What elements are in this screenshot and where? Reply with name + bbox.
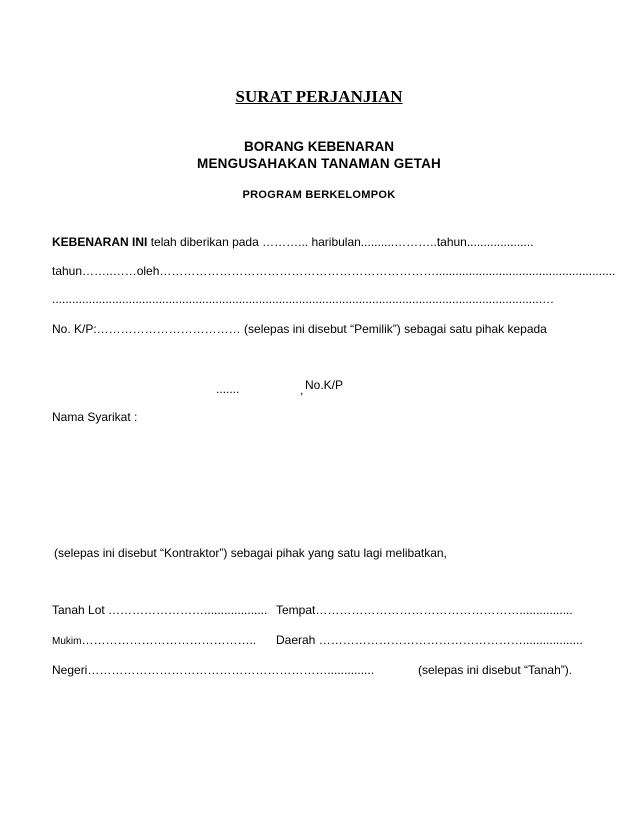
contractor-note: (selepas ini disebut “Kontraktor”) sebagai pihak yang satu lagi melibatkan,: [54, 546, 447, 560]
company-name-label: Nama Syarikat :: [52, 410, 138, 424]
mukim-field: [52, 634, 256, 647]
owner-ic-line: No. K/P:……………………………… (selepas ini disebut “Pemilik”) sebagai satu pihak kepada: [52, 322, 547, 336]
land-lot-field: Tanah Lot ……………………...................: [52, 603, 268, 617]
comma-mark: ,: [300, 383, 304, 397]
mukim-dots: ……………………………………..: [81, 633, 257, 647]
district-field: Daerah ……………………………………………..................: [276, 633, 583, 647]
contractor-name-dots: .......: [216, 382, 240, 396]
state-field: Negeri……………………………………………………..............: [52, 663, 375, 677]
contractor-ic-label: No.K/P: [305, 378, 344, 392]
permission-lead: KEBENARAN INI: [52, 235, 148, 249]
land-note: (selepas ini disebut “Tanah”).: [418, 663, 573, 677]
permission-line-1: [52, 236, 534, 248]
form-subtitle-line2: MENGUSAHAKAN TANAMAN GETAH: [197, 156, 441, 171]
document-title: SURAT PERJANJIAN: [235, 87, 403, 106]
permission-line-3: ...................................................................................................................................................…: [52, 292, 555, 306]
place-field: Tempat……………………………………………................: [276, 603, 573, 617]
form-subtitle-line1: BORANG KEBENARAN: [243, 139, 394, 154]
mukim-label: Mukim: [52, 636, 82, 647]
program-label: PROGRAM BERKELOMPOK: [242, 189, 396, 201]
permission-date-fields: telah diberikan pada ………... haribulan..........………..tahun....................: [150, 235, 534, 249]
permission-line-2: tahun……..……oleh……………………………………………………………......................................................: [52, 264, 616, 278]
